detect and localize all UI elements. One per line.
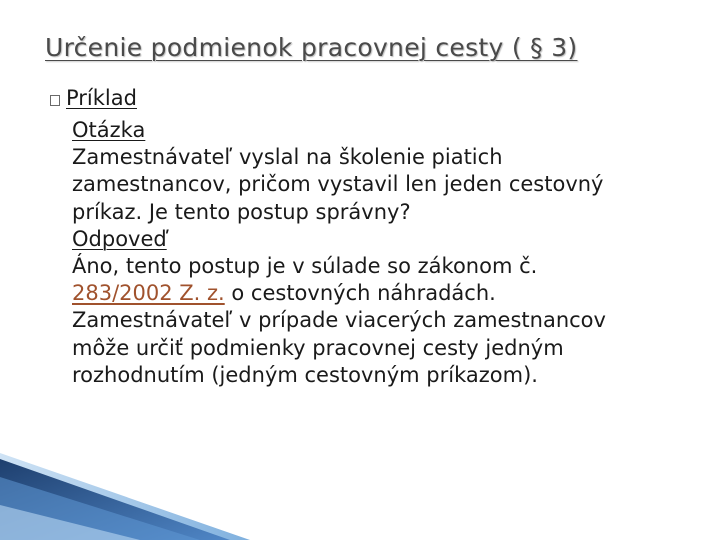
slide-title: Určenie podmienok pracovnej cesty ( § 3): [45, 33, 578, 62]
answer-line-with-link: [72, 280, 692, 307]
answer-heading: Odpoveď: [72, 226, 167, 251]
bullet-label: Príklad: [66, 86, 137, 110]
question-line: zamestnancov, pričom vystavil len jeden cestovný: [72, 172, 604, 197]
bullet-item-priklad: [50, 86, 137, 110]
corner-decoration: [0, 445, 250, 540]
slide-body: [72, 117, 692, 389]
answer-line: rozhodnutím (jedným cestovným príkazom).: [72, 362, 538, 387]
answer-line: Áno, tento postup je v súlade so zákonom č.: [72, 254, 538, 279]
question-heading: Otázka: [72, 118, 146, 142]
question-line: príkaz. Je tento postup správny?: [72, 199, 411, 224]
answer-line: môže určiť podmienky pracovnej cesty jedným: [72, 335, 564, 360]
question-line: Zamestnávateľ vyslal na školenie piatich: [72, 145, 503, 170]
answer-line-rest: o cestovných náhradách.: [224, 281, 496, 306]
law-link[interactable]: 283/2002 Z. z.: [72, 281, 225, 306]
square-bullet-icon: [50, 95, 60, 106]
answer-line: Zamestnávateľ v prípade viacerých zamestnancov: [72, 308, 606, 333]
